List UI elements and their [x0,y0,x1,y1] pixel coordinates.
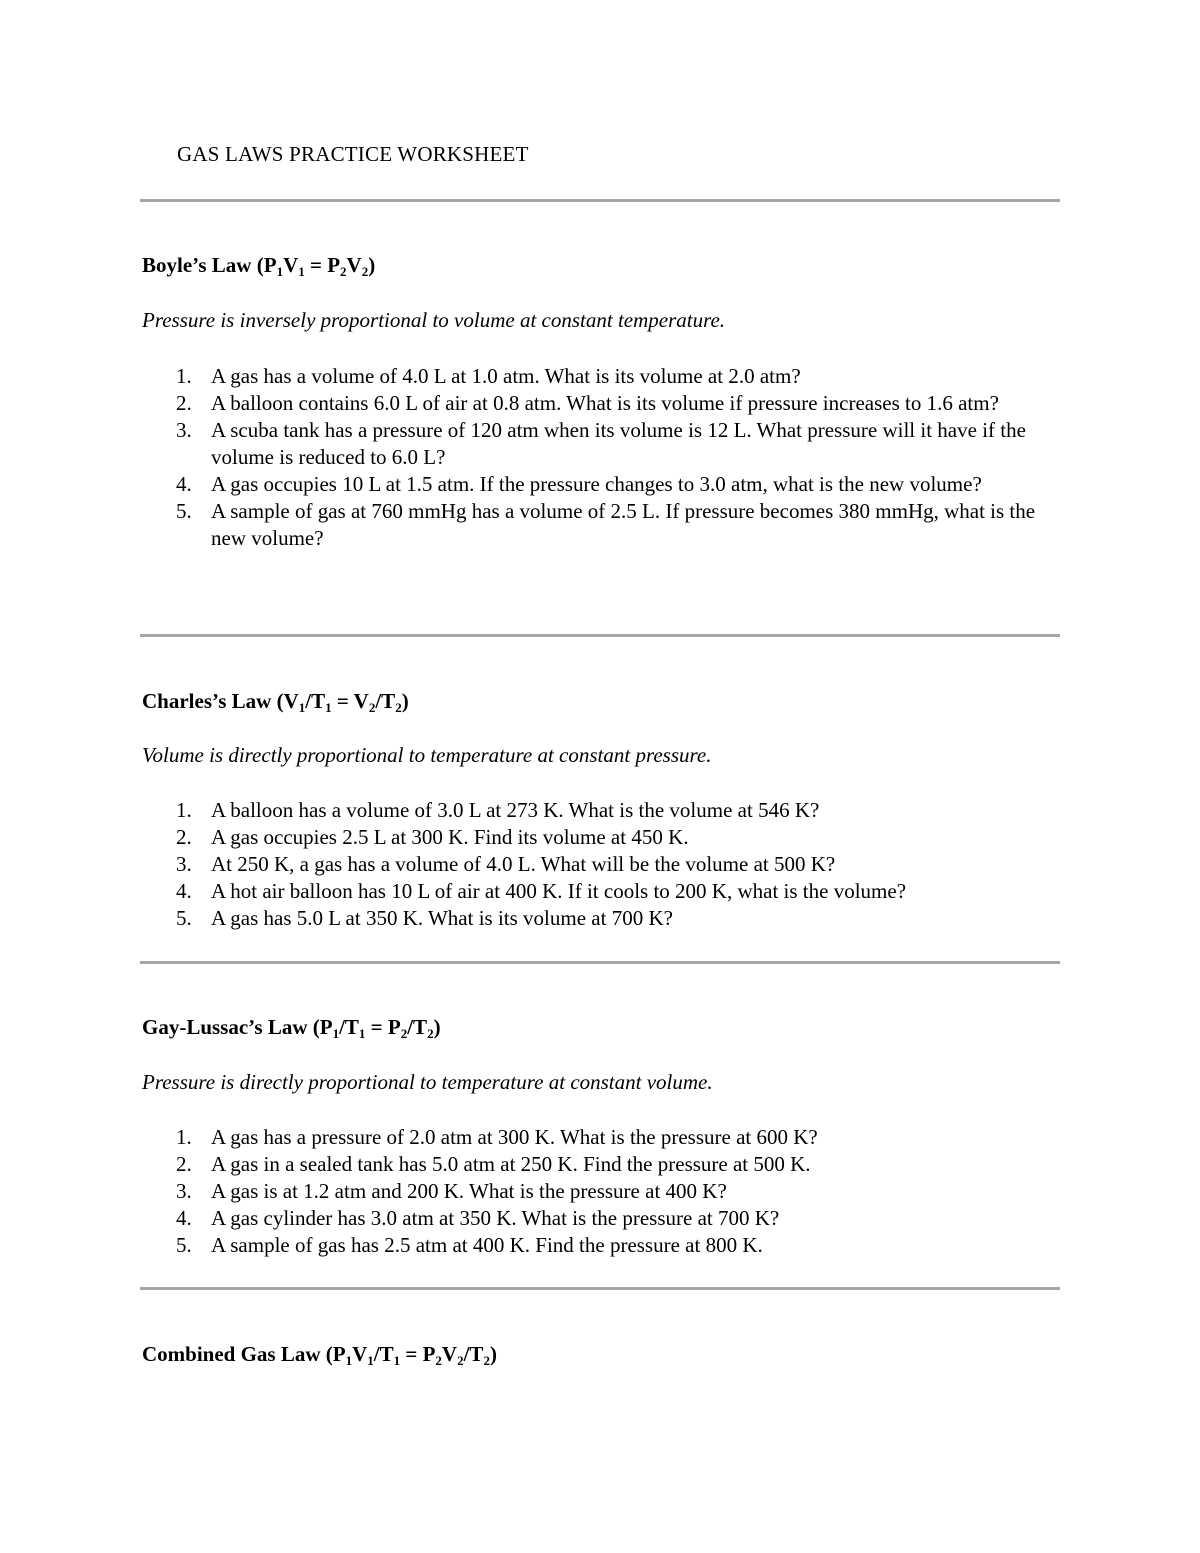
section-description: Volume is directly proportional to temperature at constant pressure. [142,743,712,767]
question-text: A gas has 5.0 L at 350 K. What is its volume at 700 K? [211,906,673,930]
question-text: A gas is at 1.2 atm and 200 K. What is the pressure at 400 K? [211,1179,727,1203]
question-item [0,1178,1061,1205]
question-number: 1. [176,364,192,388]
question-text: A sample of gas at 760 mmHg has a volume of 2.5 L. If pressure becomes 380 mmHg, what is the new volume? [211,499,1036,550]
question-item [0,417,1061,471]
question-text: A gas has a pressure of 2.0 atm at 300 K. What is the pressure at 600 K? [211,1125,818,1149]
question-number: 4. [176,472,192,496]
question-text: A gas in a sealed tank has 5.0 atm at 250 K. Find the pressure at 500 K. [211,1152,811,1176]
question-number: 3. [176,1179,192,1203]
question-item [0,851,1061,878]
question-text: A gas occupies 10 L at 1.5 atm. If the pressure changes to 3.0 atm, what is the new volume? [211,472,982,496]
question-text: At 250 K, a gas has a volume of 4.0 L. What will be the volume at 500 K? [211,852,836,876]
divider [140,199,1060,202]
question-number: 5. [176,1233,192,1257]
section-description: Pressure is directly proportional to temperature at constant volume. [142,1070,713,1094]
question-text: A gas occupies 2.5 L at 300 K. Find its volume at 450 K. [211,825,689,849]
question-item [0,797,1061,824]
question-item [0,498,1061,552]
question-number: 3. [176,418,192,442]
question-number: 5. [176,499,192,523]
question-item [0,471,1061,498]
question-item [0,1151,1061,1178]
question-number: 3. [176,852,192,876]
section-heading-gay-lussacs-law: Gay-Lussac’s Law $(P_1/T_1 = P_2/T_2)$ [142,1015,441,1041]
question-list-gay-lussacs-law [0,1124,1200,1259]
divider [140,1287,1060,1290]
question-number: 2. [176,391,192,415]
question-item [0,1232,1061,1259]
question-item [0,905,1061,932]
section-description: Pressure is inversely proportional to volume at constant temperature. [142,308,726,332]
question-text: A balloon has a volume of 3.0 L at 273 K. What is the volume at 546 K? [211,798,820,822]
question-text: A gas has a volume of 4.0 L at 1.0 atm. What is its volume at 2.0 atm? [211,364,801,388]
question-item [0,363,1061,390]
question-item [0,1124,1061,1151]
question-number: 4. [176,1206,192,1230]
question-list-boyles-law [0,363,1200,552]
divider [140,961,1060,964]
question-number: 5. [176,906,192,930]
question-number: 2. [176,1152,192,1176]
section-heading-charles-law: Charles’s Law $(V_1/T_1 = V_2/T_2)$ [142,689,409,715]
question-number: 4. [176,879,192,903]
question-item [0,824,1061,851]
question-number: 1. [176,1125,192,1149]
divider [140,634,1060,637]
question-text: A hot air balloon has 10 L of air at 400 K. If it cools to 200 K, what is the volume? [211,879,907,903]
question-list-charles-law [0,797,1200,932]
question-text: A gas cylinder has 3.0 atm at 350 K. What is the pressure at 700 K? [211,1206,780,1230]
section-heading-boyles-law: Boyle’s Law $(P_1V_1 = P_2V_2)$ [142,253,376,279]
question-text: A sample of gas has 2.5 atm at 400 K. Find the pressure at 800 K. [211,1233,763,1257]
question-number: 2. [176,825,192,849]
section-heading-combined-gas-law: Combined Gas Law $(P_1V_1/T_1 = P_2V_2/T_2)$ [142,1342,497,1368]
page-title: GAS LAWS PRACTICE WORKSHEET [177,142,529,166]
question-item [0,1205,1061,1232]
question-item [0,878,1061,905]
question-text: A balloon contains 6.0 L of air at 0.8 atm. What is its volume if pressure increases to 1.6 atm? [211,391,999,415]
question-number: 1. [176,798,192,822]
question-item [0,390,1061,417]
question-text: A scuba tank has a pressure of 120 atm when its volume is 12 L. What pressure will it have if the volume is reduced to 6.0 L? [211,418,1026,469]
